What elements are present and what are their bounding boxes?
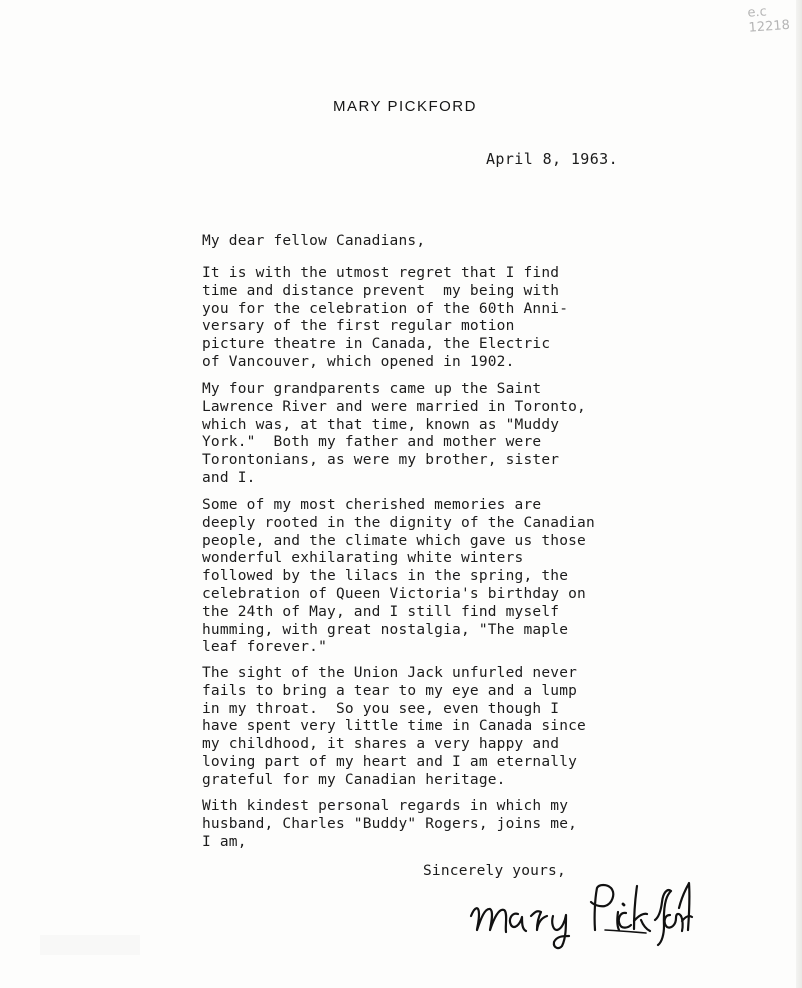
- paragraph-line: It is with the utmost regret that I find: [202, 265, 560, 281]
- faint-stamp-residue: [40, 935, 140, 955]
- closing: Sincerely yours,: [423, 863, 566, 879]
- letter-date: April 8, 1963.: [486, 150, 619, 168]
- paragraph-line: I am,: [202, 833, 247, 850]
- paragraph-line: of Vancouver, which opened in 1902.: [202, 353, 515, 370]
- paragraph-3: [202, 497, 595, 657]
- letterhead: MARY PICKFORD: [333, 98, 477, 115]
- handwritten-signature: [465, 878, 695, 950]
- paragraph-line: in my throat. So you see, even though I: [202, 700, 560, 717]
- paragraph-line: husband, Charles "Buddy" Rogers, joins me,: [202, 815, 578, 832]
- paragraph-line: loving part of my heart and I am eternally: [202, 753, 578, 770]
- paragraph-line: grateful for my Canadian heritage.: [202, 771, 506, 788]
- archive-mark-line-2: 12218: [748, 17, 791, 36]
- paragraph-line: the 24th of May, and I still find myself: [202, 603, 560, 620]
- paragraph-line: York." Both my father and mother were: [202, 434, 542, 451]
- paragraph-line: Some of my most cherished memories are: [202, 497, 542, 513]
- paragraph-line: versary of the first regular motion: [202, 318, 515, 335]
- paragraph-line: With kindest personal regards in which my: [202, 798, 569, 814]
- paragraph-line: Lawrence River and were married in Toronto,: [202, 398, 586, 415]
- paragraph-line: followed by the lilacs in the spring, the: [202, 568, 569, 585]
- paragraph-2: [202, 381, 586, 488]
- paragraph-line: leaf forever.": [202, 639, 328, 656]
- paragraph-line: and I.: [202, 469, 256, 486]
- paragraph-line: have spent very little time in Canada since: [202, 718, 586, 735]
- salutation: My dear fellow Canadians,: [202, 233, 426, 249]
- paragraph-line: time and distance prevent my being with: [202, 282, 560, 299]
- paragraph-line: you for the celebration of the 60th Anni-: [202, 300, 569, 317]
- paragraph-line: humming, with great nostalgia, "The maple: [202, 621, 569, 638]
- paragraph-line: My four grandparents came up the Saint: [202, 381, 542, 397]
- paragraph-line: picture theatre in Canada, the Electric: [202, 336, 551, 353]
- archive-mark-line-1: e.c: [747, 4, 768, 21]
- paragraph-line: wonderful exhilarating white winters: [202, 550, 524, 567]
- paragraph-line: deeply rooted in the dignity of the Canadian: [202, 514, 595, 531]
- paragraph-line: people, and the climate which gave us those: [202, 532, 586, 549]
- paragraph-line: celebration of Queen Victoria's birthday on: [202, 585, 586, 602]
- paragraph-line: fails to bring a tear to my eye and a lump: [202, 682, 578, 699]
- paragraph-5: [202, 798, 577, 851]
- paragraph-line: which was, at that time, known as "Muddy: [202, 416, 560, 433]
- paragraph-line: Torontonians, as were my brother, sister: [202, 452, 560, 469]
- paragraph-line: my childhood, it shares a very happy and: [202, 736, 560, 753]
- paragraph-1: [202, 265, 568, 372]
- page-edge-shadow: [796, 0, 802, 988]
- archive-pencil-mark: [747, 2, 799, 35]
- paragraph-line: The sight of the Union Jack unfurled never: [202, 665, 578, 681]
- paragraph-4: [202, 665, 586, 790]
